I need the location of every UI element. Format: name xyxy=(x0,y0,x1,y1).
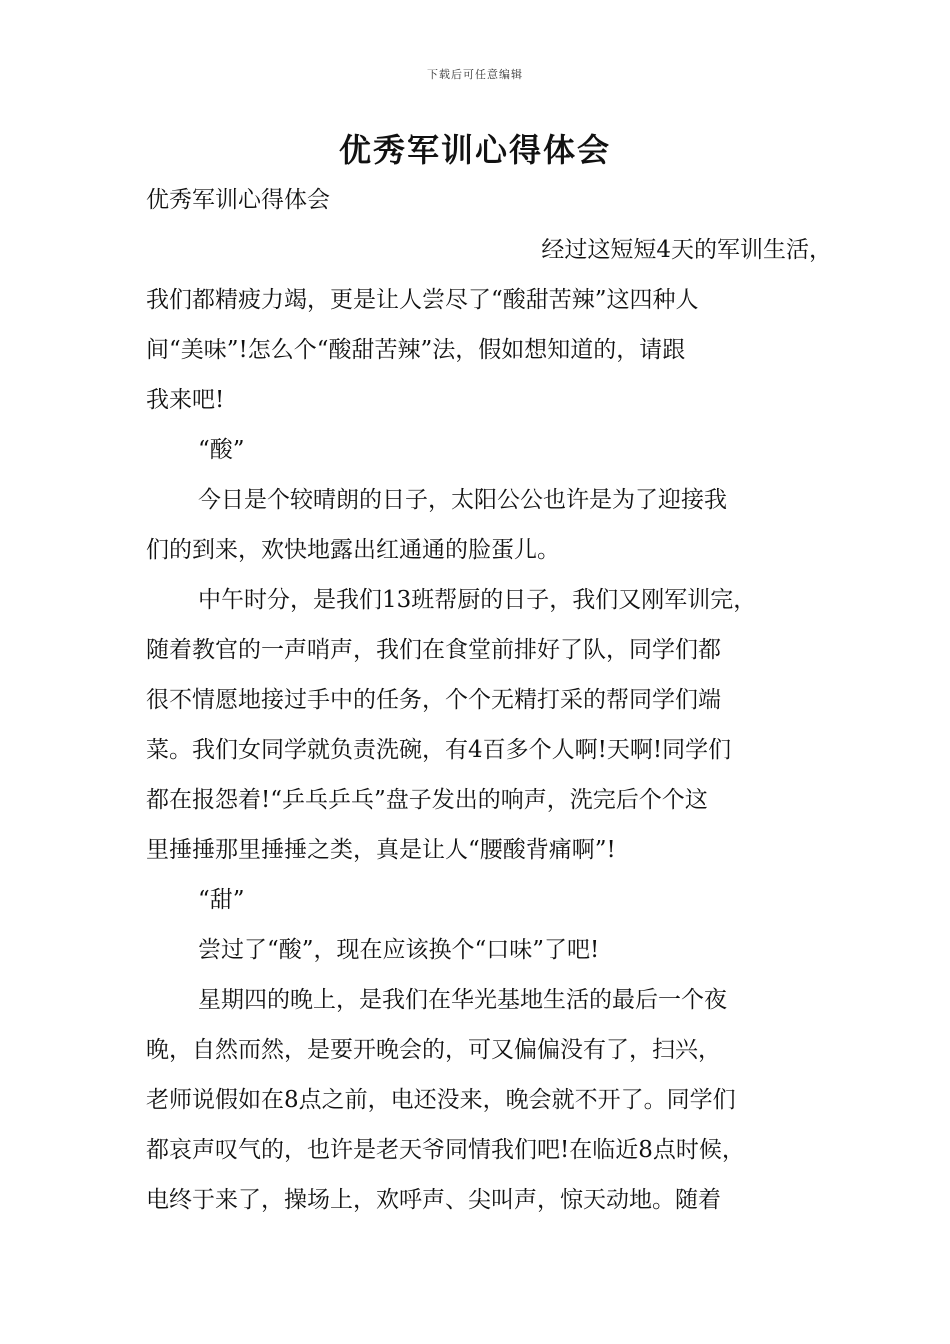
text-line: 中午时分，是我们13班帮厨的日子，我们又刚军训完， xyxy=(198,587,757,613)
text-line: 都在报怨着!“乒乓乒乓”盘子发出的响声，洗完后个个这 xyxy=(146,787,708,813)
text-line: 晚，自然而然，是要开晚会的，可又偏偏没有了，扫兴， xyxy=(146,1037,721,1063)
text-line: 我来吧! xyxy=(146,387,225,413)
text-line: 们的到来，欢快地露出红通通的脸蛋儿。 xyxy=(146,537,560,563)
document-title: 优秀军训心得体会 xyxy=(338,131,611,169)
text-line: 间“美味”!怎么个“酸甜苦辣”法，假如想知道的，请跟 xyxy=(146,337,686,363)
text-line: 我们都精疲力竭，更是让人尝尽了“酸甜苦辣”这四种人 xyxy=(146,287,699,313)
text-line: “甜” xyxy=(198,887,245,913)
header-note: 下载后可任意编辑 xyxy=(427,68,523,81)
text-line: 随着教官的一声哨声，我们在食堂前排好了队，同学们都 xyxy=(146,637,721,663)
text-line: 都哀声叹气的，也许是老天爷同情我们吧!在临近8点时候， xyxy=(146,1137,745,1163)
text-line: 里捶捶那里捶捶之类，真是让人“腰酸背痛啊”! xyxy=(146,837,616,863)
text-line: 菜。我们女同学就负责洗碗，有4百多个人啊!天啊!同学们 xyxy=(146,737,732,763)
text-line: 今日是个较晴朗的日子，太阳公公也许是为了迎接我 xyxy=(198,487,727,513)
text-line: 老师说假如在8点之前，电还没来，晚会就不开了。同学们 xyxy=(146,1087,736,1113)
text-line: 星期四的晚上，是我们在华光基地生活的最后一个夜 xyxy=(198,987,727,1013)
text-line: “酸” xyxy=(198,437,245,463)
text-line: 经过这短短4天的军训生活， xyxy=(541,237,832,263)
text-line: 优秀军训心得体会 xyxy=(146,187,330,213)
text-line: 很不情愿地接过手中的任务，个个无精打采的帮同学们端 xyxy=(146,687,721,713)
text-line: 电终于来了，操场上，欢呼声、尖叫声，惊天动地。随着 xyxy=(146,1187,721,1213)
document-body xyxy=(146,180,832,1230)
text-line: 尝过了“酸”，现在应该换个“口味”了吧! xyxy=(198,937,600,963)
